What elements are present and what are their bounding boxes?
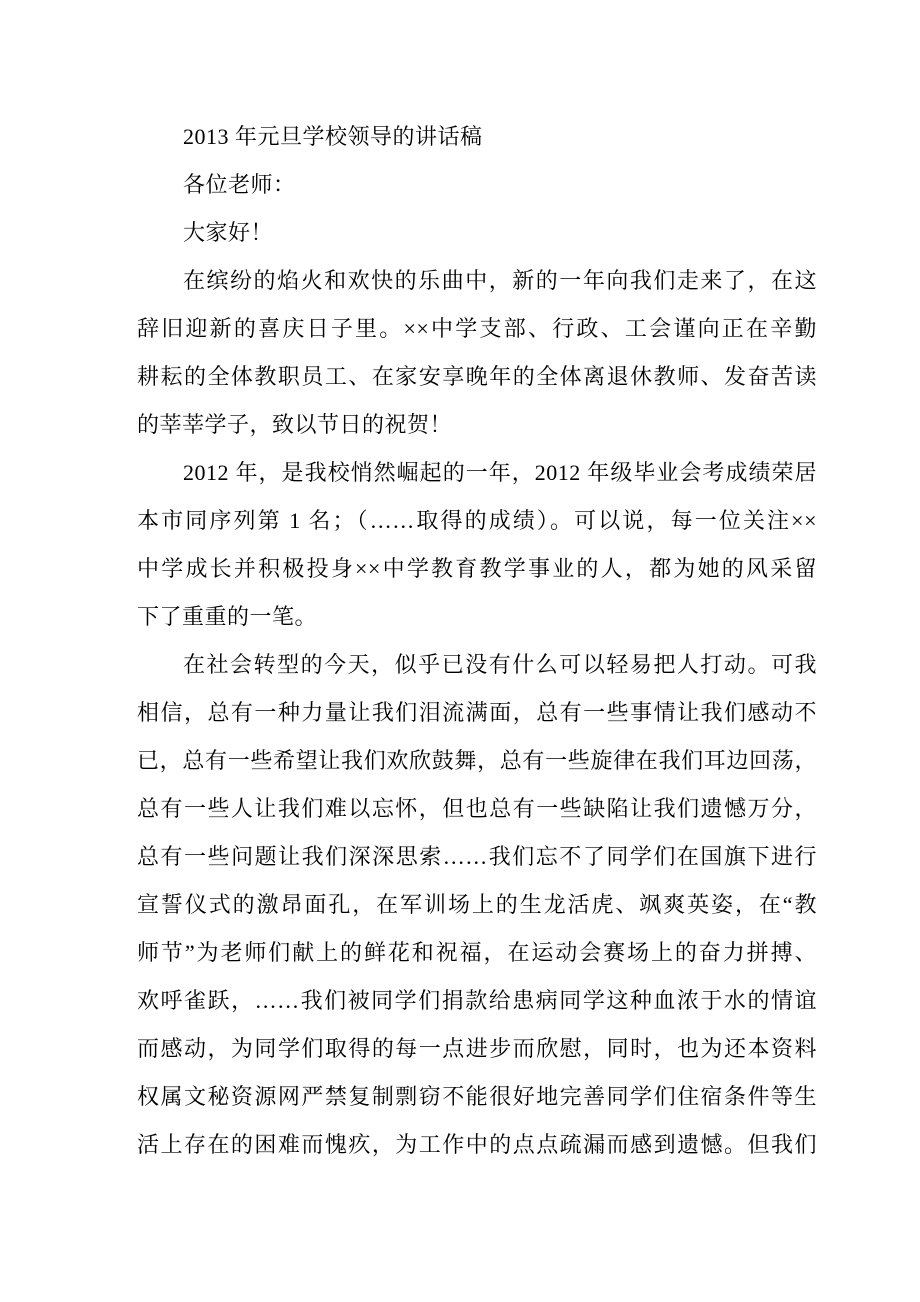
document-body (137, 113, 817, 1169)
text-line: 中学成长并积极投身××中学教育教学事业的人，都为她的风采留 (137, 556, 817, 581)
text-line: 辞旧迎新的喜庆日子里。××中学支部、行政、工会谨向正在辛勤 (137, 316, 817, 341)
text-line: 下了重重的一笔。 (137, 604, 318, 629)
text-line: 在社会转型的今天，似乎已没有什么可以轻易把人打动。可我 (183, 652, 817, 677)
document-title: 2013 年元旦学校领导的讲话稿 (183, 124, 483, 149)
text-line: 活上存在的困难而愧疚，为工作中的点点疏漏而感到遗憾。但我们 (137, 1132, 817, 1157)
text-line: 2012 年，是我校悄然崛起的一年，2012 年级毕业会考成绩荣居 (183, 460, 817, 485)
text-line: 的莘莘学子，致以节日的祝贺！ (137, 412, 453, 437)
text-line: 权属文秘资源网严禁复制剽窃不能很好地完善同学们住宿条件等生 (137, 1084, 817, 1109)
text-line: 在缤纷的焰火和欢快的乐曲中，新的一年向我们走来了，在这 (183, 268, 817, 293)
text-line: 宣誓仪式的激昂面孔，在军训场上的生龙活虎、飒爽英姿，在“教 (137, 892, 817, 917)
greeting-line: 大家好！ (183, 220, 274, 245)
text-line: 本市同序列第 1 名；（……取得的成绩）。可以说，每一位关注×× (137, 508, 817, 533)
text-line: 已，总有一些希望让我们欢欣鼓舞，总有一些旋律在我们耳边回荡， (137, 748, 817, 773)
text-line: 欢呼雀跃，……我们被同学们捐款给患病同学这种血浓于水的情谊 (137, 988, 817, 1013)
text-line: 总有一些人让我们难以忘怀，但也总有一些缺陷让我们遗憾万分， (137, 796, 817, 821)
text-line: 而感动，为同学们取得的每一点进步而欣慰，同时，也为还本资料 (137, 1036, 817, 1061)
salutation-line: 各位老师： (183, 172, 296, 197)
text-line: 相信，总有一种力量让我们泪流满面，总有一些事情让我们感动不 (137, 700, 817, 725)
text-line: 耕耘的全体教职员工、在家安享晚年的全体离退休教师、发奋苦读 (137, 364, 817, 389)
text-line: 总有一些问题让我们深深思索……我们忘不了同学们在国旗下进行 (137, 844, 817, 869)
text-line: 师节”为老师们献上的鲜花和祝福，在运动会赛场上的奋力拼搏、 (137, 940, 817, 965)
